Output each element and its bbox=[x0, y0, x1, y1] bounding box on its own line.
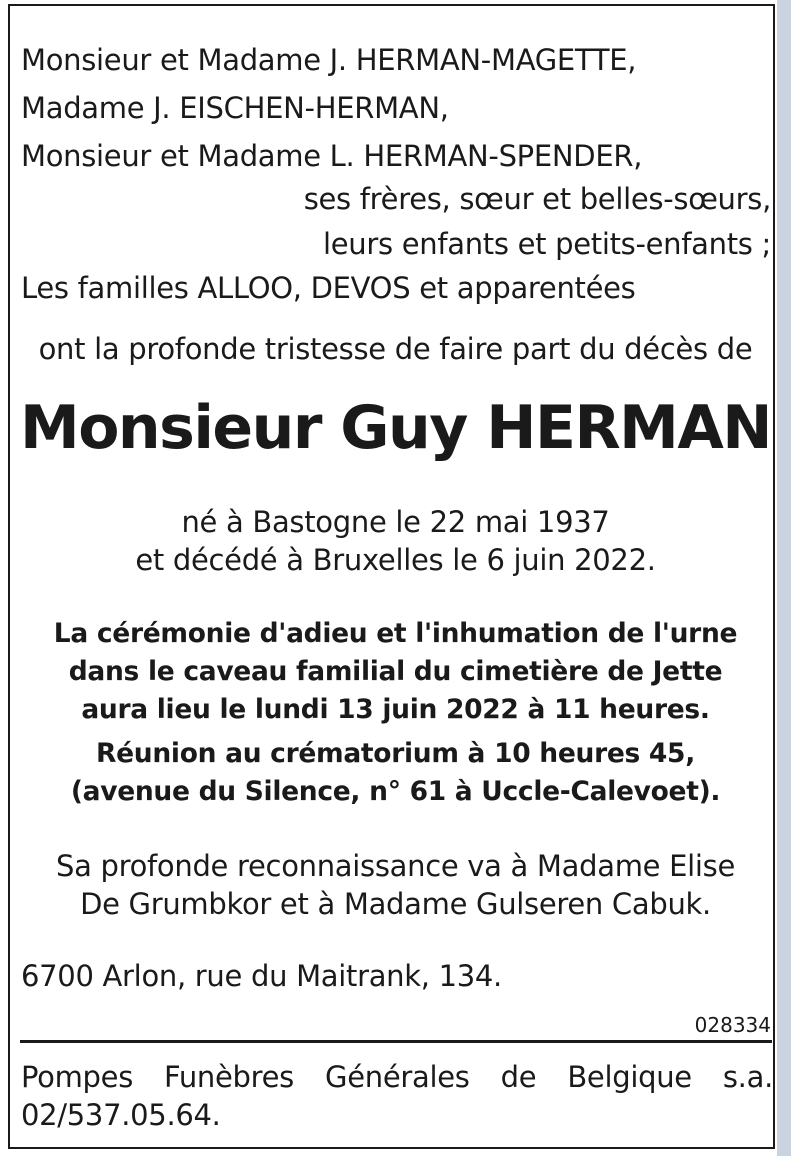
death-line: et décédé à Bruxelles le 6 juin 2022. bbox=[135, 543, 656, 577]
family-line-6: Les familles ALLOO, DEVOS et apparentées bbox=[21, 271, 636, 305]
family-line-3: Monsieur et Madame L. HERMAN-SPENDER, bbox=[21, 139, 643, 173]
funeral-home-phone: 02/537.05.64. bbox=[21, 1098, 221, 1132]
family-line-1: Monsieur et Madame J. HERMAN-MAGETTE, bbox=[21, 43, 637, 77]
birth-line: né à Bastogne le 22 mai 1937 bbox=[181, 505, 610, 539]
funeral-home-name: Pompes Funèbres Générales de Belgique s.a. bbox=[21, 1060, 773, 1094]
deceased-name: Monsieur Guy HERMAN bbox=[19, 393, 772, 463]
ceremony-line-5: (avenue du Silence, n° 61 à Uccle-Calevoet). bbox=[70, 776, 721, 807]
thanks-line-1: Sa profonde reconnaissance va à Madame Elise bbox=[55, 849, 736, 883]
announcement: ont la profonde tristesse de faire part du décès de bbox=[38, 332, 753, 366]
ceremony-line-2: dans le caveau familial du cimetière de Jette bbox=[68, 656, 723, 687]
ceremony-line-1: La cérémonie d'adieu et l'inhumation de l'urne bbox=[53, 618, 738, 649]
family-line-2: Madame J. EISCHEN-HERMAN, bbox=[21, 91, 449, 125]
address: 6700 Arlon, rue du Maitrank, 134. bbox=[21, 959, 502, 993]
family-line-4: ses frères, sœur et belles-sœurs, bbox=[303, 182, 771, 216]
thanks-line-2: De Grumbkor et à Madame Gulseren Cabuk. bbox=[80, 887, 711, 921]
divider bbox=[20, 1040, 772, 1043]
reference-number: 028334 bbox=[694, 1013, 771, 1037]
family-line-5: leurs enfants et petits-enfants ; bbox=[322, 227, 771, 261]
ceremony-line-3: aura lieu le lundi 13 juin 2022 à 11 heures. bbox=[81, 694, 710, 725]
ceremony-line-4: Réunion au crématorium à 10 heures 45, bbox=[96, 738, 695, 769]
